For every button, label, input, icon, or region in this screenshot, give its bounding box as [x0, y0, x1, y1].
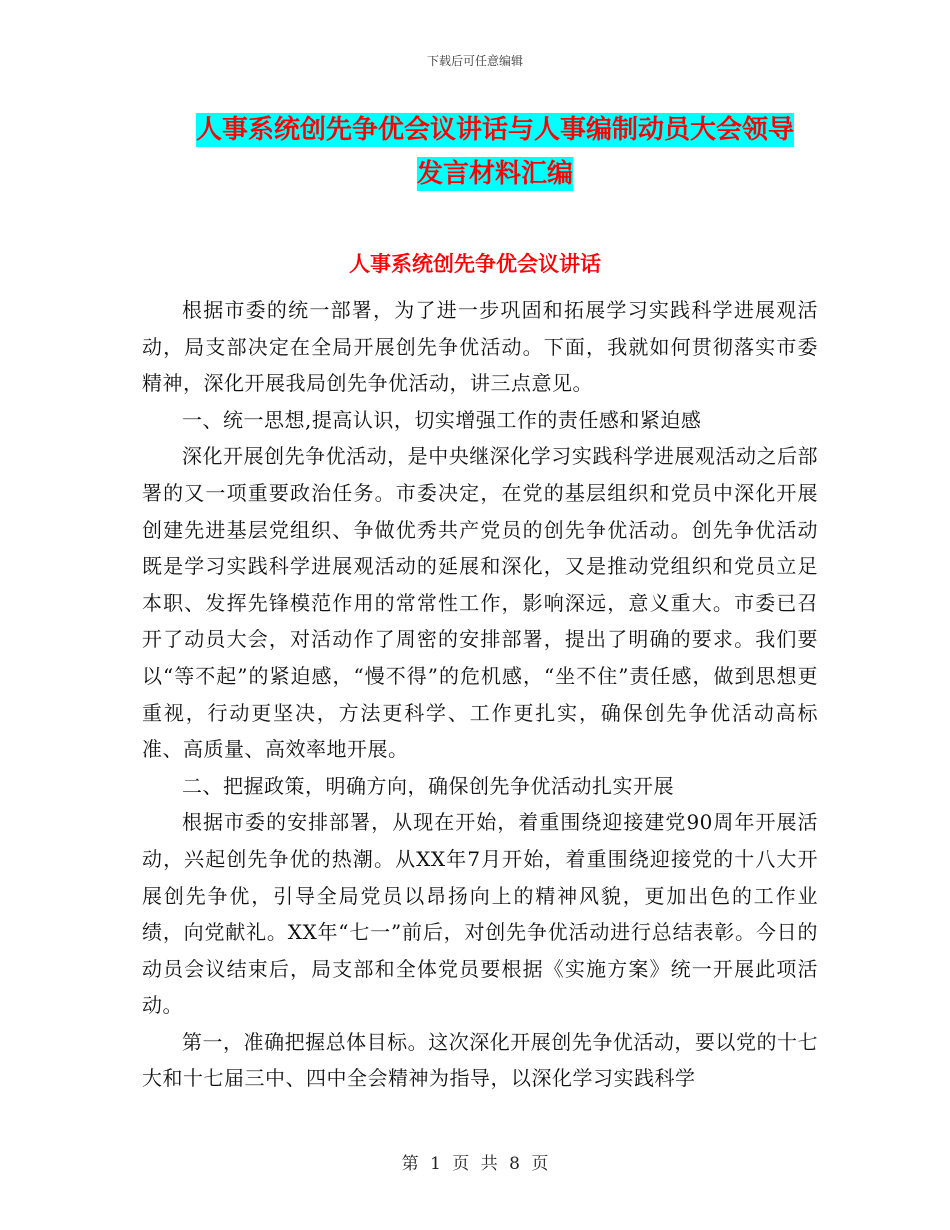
page-header-note: 下载后可任意编辑 [426, 54, 523, 68]
paragraph: 根据市委的安排部署，从现在开始，着重围绕迎接建党90周年开展活动，兴起创先争优的热潮。从XX年7月开始，着重围绕迎接党的十八大开展创先争优，引导全局党员以昂扬向上的精神风貌，更加出色的工作业绩，向党献礼。XX年“七一”前后，对创先争优活动进行总结表彰。今日的动员会议结束后，局支部和全体党员要根据《实施方案》统一开展此项活动。 [142, 810, 818, 1018]
document-body [142, 292, 818, 1097]
paragraph: 根据市委的统一部署，为了进一步巩固和拓展学习实践科学进展观活动，局支部决定在全局开展创先争优活动。下面，我就如何贯彻落实市委精神，深化开展我局创先争优活动，讲三点意见。 [142, 298, 818, 396]
paragraph-heading: 二、把握政策，明确方向，确保创先争优活动扎实开展 [182, 773, 674, 798]
document-title [150, 108, 840, 196]
document-title-line-1: 人事系统创先争优会议讲话与人事编制动员大会领导 [195, 115, 794, 145]
section-title: 人事系统创先争优会议讲话 [349, 252, 601, 276]
document-title-line-2: 发言材料汇编 [416, 159, 573, 189]
page-number: 第 1 页 共 8 页 [401, 1154, 549, 1174]
paragraph: 第一，准确把握总体目标。这次深化开展创先争优活动，要以党的十七大和十七届三中、四中全会精神为指导，以深化学习实践科学 [142, 1029, 818, 1091]
paragraph: 深化开展创先争优活动，是中央继深化学习实践科学进展观活动之后部署的又一项重要政治任务。市委决定，在党的基层组织和党员中深化开展创建先进基层党组织、争做优秀共产党员的创先争优活动。创先争优活动既是学习实践科学进展观活动的延展和深化，又是推动党组织和党员立足本职、发挥先锋模范作用的常常性工作，影响深远，意义重大。市委已召开了动员大会，对活动作了周密的安排部署，提出了明确的要求。我们要以“等不起”的紧迫感，“慢不得”的危机感，“坐不住”责任感，做到思想更重视，行动更坚决，方法更科学、工作更扎实，确保创先争优活动高标准、高质量、高效率地开展。 [142, 444, 818, 762]
paragraph-heading: 一、统一思想,提高认识，切实增强工作的责任感和紧迫感 [182, 407, 702, 432]
